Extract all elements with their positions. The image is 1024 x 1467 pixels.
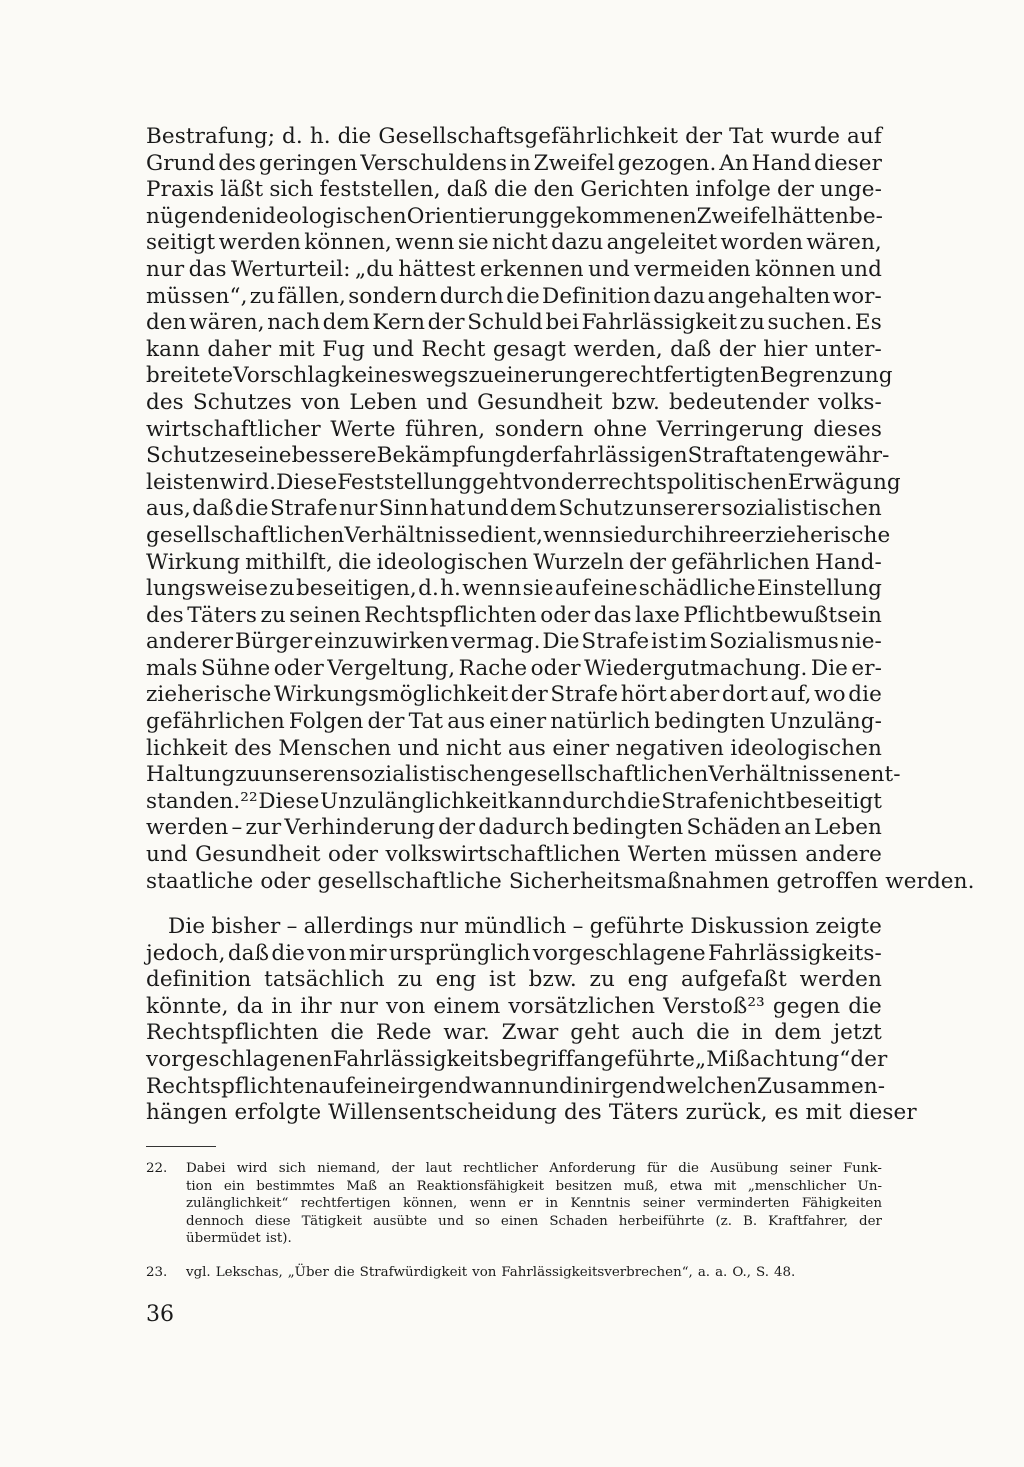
- text-line: übermüdet ist).: [186, 1231, 292, 1247]
- text-line: vgl. Lekschas, „Über die Strafwürdigkeit von Fahrlässigkeitsverbrechen“, a. a. O., S. 48.: [186, 1265, 796, 1280]
- text-line: Rechtspflichten die Rede war. Zwar geht auch die in dem jetzt: [146, 1020, 882, 1046]
- footnote-22: [146, 1160, 882, 1248]
- page-number: 36: [146, 1302, 174, 1327]
- text-line: seitigt werden können, wenn sie nicht dazu angeleitet worden wären,: [146, 230, 882, 256]
- text-line: werden – zur Verhinderung der dadurch bedingten Schäden an Leben: [146, 815, 882, 841]
- text-line: zulänglichkeit“ rechtfertigen können, wenn er in Kenntnis seiner verminderten Fähigkeiten: [186, 1196, 882, 1212]
- text-line: gefährlichen Folgen der Tat aus einer natürlich bedingten Unzuläng-: [146, 709, 882, 735]
- text-line: standen.²² Diese Unzulänglichkeit kann durch die Strafe nicht beseitigt: [146, 788, 882, 814]
- text-line: den wären, nach dem Kern der Schuld bei Fahrlässigkeit zu suchen. Es: [146, 310, 882, 336]
- footnote-number: 22.: [146, 1161, 168, 1176]
- text-line: lichkeit des Menschen und nicht aus einer negativen ideologischen: [146, 735, 882, 761]
- text-line: lungsweise zu beseitigen, d. h. wenn sie auf eine schädliche Einstellung: [146, 576, 882, 602]
- text-line: gesellschaftlichen Verhältnisse dient, wenn sie durch ihre erzieherische: [146, 522, 891, 548]
- text-line: Die bisher – allerdings nur mündlich – geführte Diskussion zeigte: [168, 914, 882, 939]
- footnote-divider: [146, 1146, 216, 1147]
- text-line: dennoch diese Tätigkeit ausübte und so einen Schaden herbeiführte (z. B. Kraftfahrer, der: [186, 1213, 882, 1229]
- text-line: tion ein bestimmtes Maß an Reaktionsfähigkeit besitzen muß, etwa mit „menschlicher Un-: [186, 1178, 882, 1194]
- text-line: mals Sühne oder Vergeltung, Rache oder Wiedergutmachung. Die er-: [146, 655, 882, 681]
- text-line: Schutzes eine bessere Bekämpfung der fahrlässigen Straftaten gewähr-: [146, 443, 890, 469]
- footnote-number: 23.: [146, 1265, 168, 1280]
- paragraph-2: [146, 914, 917, 1127]
- text-line: staatliche oder gesellschaftliche Sicherheitsmaßnahmen getroffen werden.: [146, 868, 975, 894]
- text-line: nur das Werturteil: „du hättest erkennen und vermeiden können und: [146, 256, 882, 282]
- text-line: jedoch, daß die von mir ursprünglich vorgeschlagene Fahrlässigkeits-: [146, 940, 882, 966]
- text-line: aus, daß die Strafe nur Sinn hat und dem Schutz unserer sozialistischen: [146, 496, 882, 522]
- text-line: des Schutzes von Leben und Gesundheit bzw. bedeutender volks-: [146, 389, 882, 415]
- paragraph-1: [146, 124, 975, 895]
- text-line: des Täters zu seinen Rechtspflichten oder das laxe Pflichtbewußtsein: [146, 602, 882, 628]
- text-line: breitete Vorschlag keineswegs zu einer ungerechtfertigten Begrenzung: [146, 363, 893, 389]
- text-line: Haltung zu unseren sozialistischen gesellschaftlichen Verhältnissen ent-: [146, 762, 901, 788]
- text-line: zieherische Wirkungsmöglichkeit der Strafe hört aber dort auf, wo die: [146, 682, 882, 708]
- text-line: wirtschaftlicher Werte führen, sondern ohne Verringerung dieses: [146, 416, 882, 442]
- text-line: Rechtspflichten auf eine irgendwann und in irgendwelchen Zusammen-: [146, 1073, 886, 1099]
- text-line: hängen erfolgte Willensentscheidung des Täters zurück, es mit dieser: [146, 1100, 917, 1126]
- footnote-23: [146, 1264, 882, 1282]
- text-line: könnte, da in ihr nur von einem vorsätzlichen Verstoß²³ gegen die: [146, 993, 882, 1019]
- text-line: Wirkung mithilft, die ideologischen Wurzeln der gefährlichen Hand-: [146, 549, 882, 575]
- text-line: anderer Bürger einzuwirken vermag. Die Strafe ist im Sozialismus nie-: [146, 629, 882, 655]
- text-line: und Gesundheit oder volkswirtschaftlichen Werten müssen andere: [146, 842, 882, 868]
- text-line: kann daher mit Fug und Recht gesagt werden, daß der hier unter-: [146, 336, 882, 362]
- text-line: definition tatsächlich zu eng ist bzw. zu eng aufgefaßt werden: [146, 967, 882, 993]
- text-line: müssen“, zu fällen, sondern durch die Definition dazu angehalten wor-: [146, 283, 882, 309]
- text-line: Dabei wird sich niemand, der laut rechtlicher Anforderung für die Ausübung seiner Funk-: [186, 1161, 882, 1176]
- text-line: Bestrafung; d. h. die Gesellschaftsgefährlichkeit der Tat wurde auf: [146, 124, 882, 149]
- text-line: nügenden ideologischen Orientierung gekommenen Zweifel hätten be-: [146, 203, 884, 229]
- text-line: Grund des geringen Verschuldens in Zweifel gezogen. An Hand dieser: [146, 150, 882, 176]
- text-line: Praxis läßt sich feststellen, daß die den Gerichten infolge der unge-: [146, 177, 882, 203]
- text-line: vorgeschlagenen Fahrlässigkeitsbegriff angeführte „Mißachtung“ der: [146, 1046, 888, 1072]
- text-line: leisten wird. Diese Feststellung geht von der rechtspolitischen Erwägung: [146, 469, 901, 495]
